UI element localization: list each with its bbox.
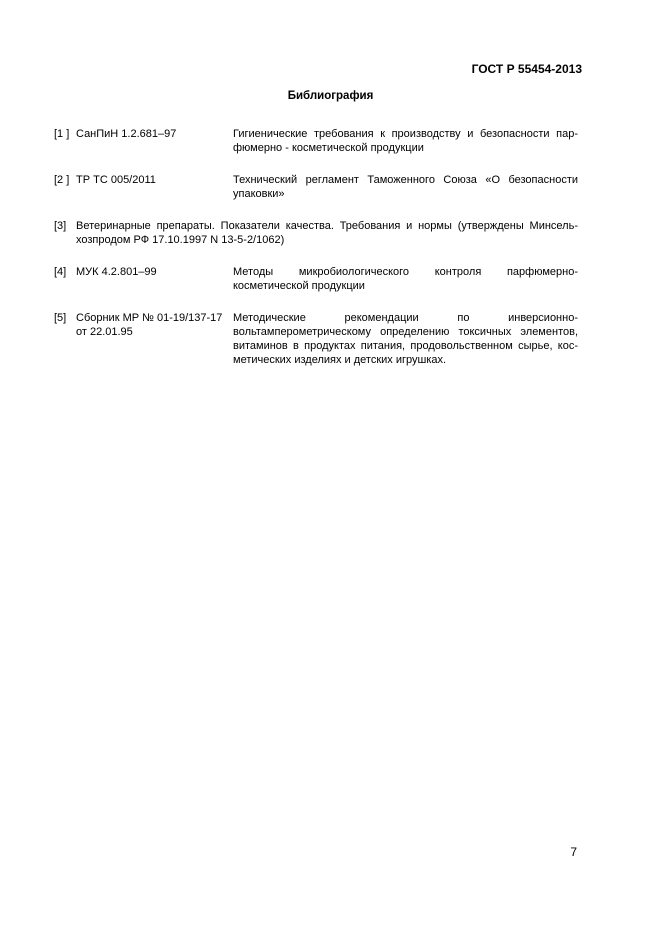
entry-description: Гигиенические требования к производству и безопасности парфюмерно - косметической продукции: [233, 128, 578, 154]
bibliography-entry: [54, 219, 578, 247]
entry-number: [3]: [54, 220, 67, 232]
entry-number: [5]: [54, 312, 67, 324]
bibliography-entry: [54, 127, 578, 155]
document-code: ГОСТ Р 55454-2013: [471, 62, 582, 76]
entry-description: Технический регламент Таможенного Союза «О безопасности упаковки»: [233, 174, 578, 200]
bibliography-title: Библиография: [287, 90, 374, 102]
bibliography-entry: [54, 311, 578, 367]
entry-description: Методы микробиологического контроля парфюмерно-косметической продукции: [233, 266, 578, 292]
entry-reference: Сборник МР № 01-19/137-17 от 22.01.95: [76, 312, 223, 338]
entry-reference: МУК 4.2.801–99: [76, 266, 157, 278]
entry-description: Методические рекомендации по инверсионно-вольтамперометрическому определению токсичных элементов, витаминов в продуктах питания, продовольственном сырье, косметических изделиях и детских игрушках.: [233, 312, 578, 366]
bibliography-entry: [54, 173, 578, 201]
entry-reference: СанПиН 1.2.681–97: [76, 128, 177, 140]
entry-number: [4]: [54, 266, 67, 278]
bibliography-entry: [54, 265, 578, 293]
page-number: 7: [570, 845, 577, 859]
entry-reference: ТР ТС 005/2011: [76, 174, 156, 186]
entry-number: [2 ]: [54, 174, 70, 186]
entry-number: [1 ]: [54, 128, 70, 140]
bibliography-list: [54, 127, 578, 385]
entry-text: Ветеринарные препараты. Показатели качества. Требования и нормы (утверждены Минсельхозпродом РФ 17.10.1997 N 13-5-2/1062): [76, 220, 578, 246]
